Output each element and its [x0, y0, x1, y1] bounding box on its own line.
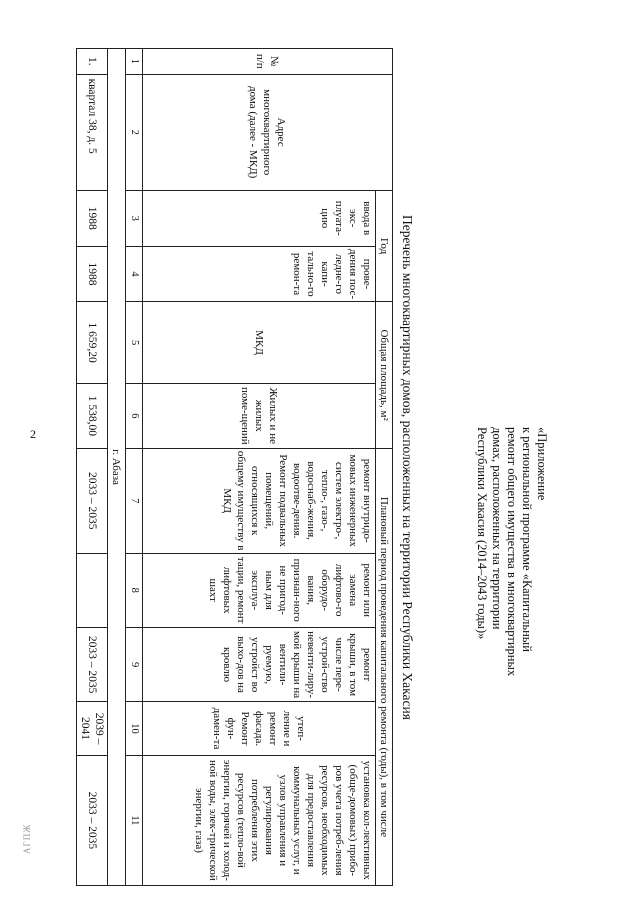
page-number: 2 — [30, 427, 36, 441]
header-year-repair: прове-дения пос-ледне-го капи-тально-го ремон-та — [143, 246, 376, 302]
table-title: Перечень многоквартирных домов, расположенных на территории Республики Хакасия — [400, 215, 415, 720]
cell-col10: 2039 – 2041 — [77, 702, 108, 755]
header-year: Год — [376, 190, 393, 302]
cell-area-premises: 1 538,00 — [77, 383, 108, 448]
cell-address: квартал 38, д. 5 — [77, 74, 108, 190]
column-number-row — [126, 49, 143, 886]
header-area-premises: Жилых и не жилых поме-щений — [143, 383, 376, 448]
cell-col8 — [77, 553, 108, 627]
header-period: Плановый период проведения капитального ремонта (годы), в том числе — [376, 448, 393, 885]
column-number: 10 — [126, 702, 143, 755]
appendix-line: Республики Хакасия (2014–2043 годы)» — [475, 427, 489, 640]
section-city: г. Абаза — [108, 49, 126, 886]
appendix-header — [474, 427, 549, 827]
header-num: № п/п — [143, 49, 393, 75]
appendix-line: домах, расположенных на территории — [490, 427, 504, 630]
column-number: 5 — [126, 302, 143, 383]
cell-year-commission: 1988 — [77, 190, 108, 246]
column-number: 6 — [126, 383, 143, 448]
rotated-page-content — [5, 45, 555, 890]
column-number: 1 — [126, 49, 143, 75]
stamp: АГПЖ — [22, 823, 32, 854]
appendix-line: к региональной программе «Капитальный — [520, 427, 534, 652]
column-number: 11 — [126, 755, 143, 885]
cell-year-repair: 1988 — [77, 246, 108, 302]
header-year-commission: ввода в экс-плуата-цию — [143, 190, 376, 246]
header-col11: установка кол-лективных (обще-домовых) прибо-ров учета потреб-ления ресурсов, необходимых для предоставления коммунальных услуг, и узлов управления и регулирования потребления этих ресурсов (тепло-вой энергии, горячей и холод-ной воды, элек-трической энергии, газа) — [143, 755, 376, 885]
appendix-line: ремонт общего имущества в многоквартирных — [505, 427, 519, 677]
header-col10: утеп-ление и ремонт фасада. Ремонт фун-дамен-та — [143, 702, 376, 755]
houses-table — [76, 48, 393, 886]
cell-area-mkd: 1 659,20 — [77, 302, 108, 383]
column-number: 8 — [126, 553, 143, 627]
appendix-line: «Приложение — [535, 427, 549, 501]
column-number: 3 — [126, 190, 143, 246]
header-col9: ремонт крыши, в том числе пере-устрой-ство невенти-лиру-мой крыши на вентили-руемую, устройст во выхо-дов на кровлю — [143, 627, 376, 701]
header-col7: ремонт внутридо-мовых инженерных систем электро-, тепло-, газо-, водоснаб-жения, водоотве-дения. Ремонт подвальных помещений, относящихся к общему имуществу в МКД — [143, 448, 376, 553]
column-number: 4 — [126, 246, 143, 302]
cell-col7: 2033 – 2035 — [77, 448, 108, 553]
column-number: 2 — [126, 74, 143, 190]
section-row — [108, 49, 126, 886]
cell-num: 1. — [77, 49, 108, 75]
header-address: Адрес многоквартирного дома (далее - МКД) — [143, 74, 393, 190]
cell-col11: 2033 – 2035 — [77, 755, 108, 885]
header-area: Общая площадь, м² — [376, 302, 393, 448]
cell-col9: 2033 – 2035 — [77, 627, 108, 701]
column-number: 9 — [126, 627, 143, 701]
header-col8: ремонт или замена лифтово-го оборудо-вания, признан-ного не пригод-ным для эксплуа-тации, ремонт лифтовых шахт — [143, 553, 376, 627]
column-number: 7 — [126, 448, 143, 553]
header-area-mkd: МКД — [143, 302, 376, 383]
table-row — [77, 49, 108, 886]
header-row-1 — [376, 49, 393, 886]
